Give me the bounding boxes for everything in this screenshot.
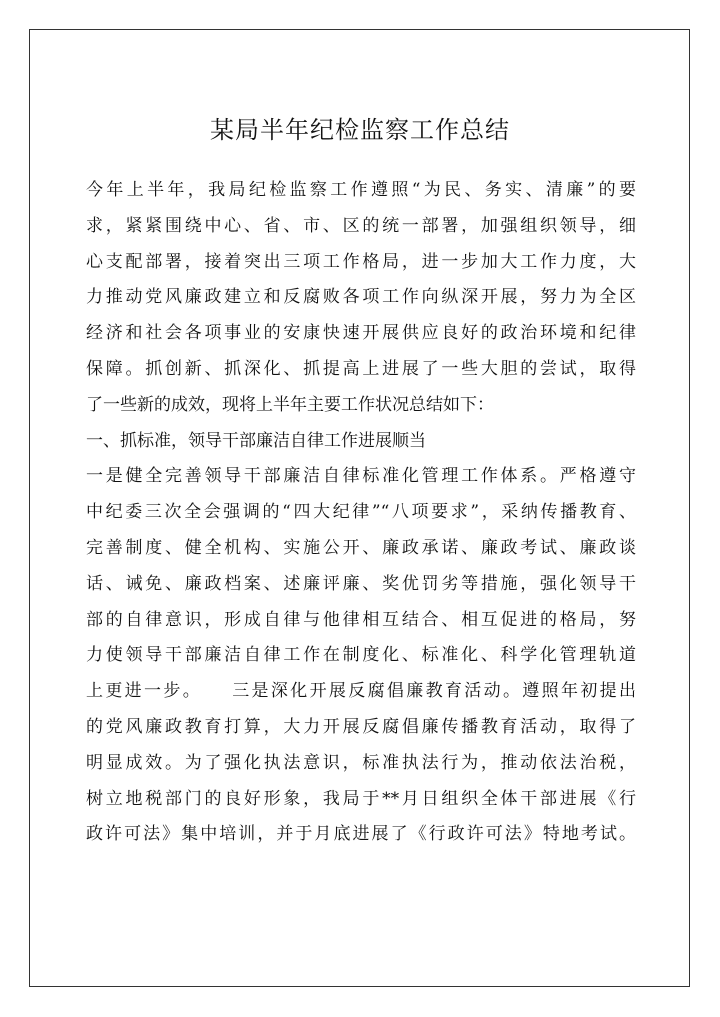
body-line: 今年上半年，我局纪检监察工作遵照“为民、务实、清廉”的要 (86, 180, 636, 200)
body-line: 了一些新的成效，现将上半年主要工作状况总结如下： (86, 394, 494, 415)
body-line: 树立地税部门的良好形象，我局于**月日组织全体干部进展《行 (86, 788, 636, 809)
body-line: 力推动党风廉政建立和反腐败各项工作向纵深开展，努力为全区 (86, 287, 636, 308)
body-line: 中纪委三次全会强调的“四大纪律”“八项要求”，采纳传播教育、 (86, 502, 636, 523)
body-line: 话、诫免、廉政档案、述廉评廉、奖优罚劣等措施，强化领导干 (86, 573, 636, 594)
body-line: 心支配部署，接着突出三项工作格局，进一步加大工作力度，大 (86, 251, 636, 272)
document-body (86, 173, 636, 853)
body-line: 求，紧紧围绕中心、省、市、区的统一部署，加强组织领导，细 (86, 215, 636, 236)
body-line: 保障。抓创新、抓深化、抓提高上进展了一些大胆的尝试，取得 (86, 358, 636, 379)
body-line: 的党风廉政教育打算，大力开展反腐倡廉传播教育活动，取得了 (86, 716, 636, 737)
body-line: 力使领导干部廉洁自律工作在制度化、标准化、科学化管理轨道 (86, 645, 636, 666)
body-line: 部的自律意识，形成自律与他律相互结合、相互促进的格局，努 (86, 609, 636, 630)
document-title: 某局半年纪检监察工作总结 (210, 116, 510, 144)
body-line: 政许可法》集中培训，并于月底进展了《行政许可法》特地考试。 (86, 824, 636, 845)
body-line: 明显成效。为了强化执法意识，标准执法行为，推动依法治税， (86, 752, 636, 773)
section-heading: 一、抓标准，领导干部廉洁自律工作进展顺当 (86, 430, 426, 451)
body-line: 上更进一步。 三是深化开展反腐倡廉教育活动。遵照年初提出 (86, 681, 636, 702)
body-line: 经济和社会各项事业的安康快速开展供应良好的政治环境和纪律 (86, 323, 636, 344)
body-line: 完善制度、健全机构、实施公开、廉政承诺、廉政考试、廉政谈 (86, 537, 636, 558)
body-line: 一是健全完善领导干部廉洁自律标准化管理工作体系。严格遵守 (86, 466, 636, 487)
